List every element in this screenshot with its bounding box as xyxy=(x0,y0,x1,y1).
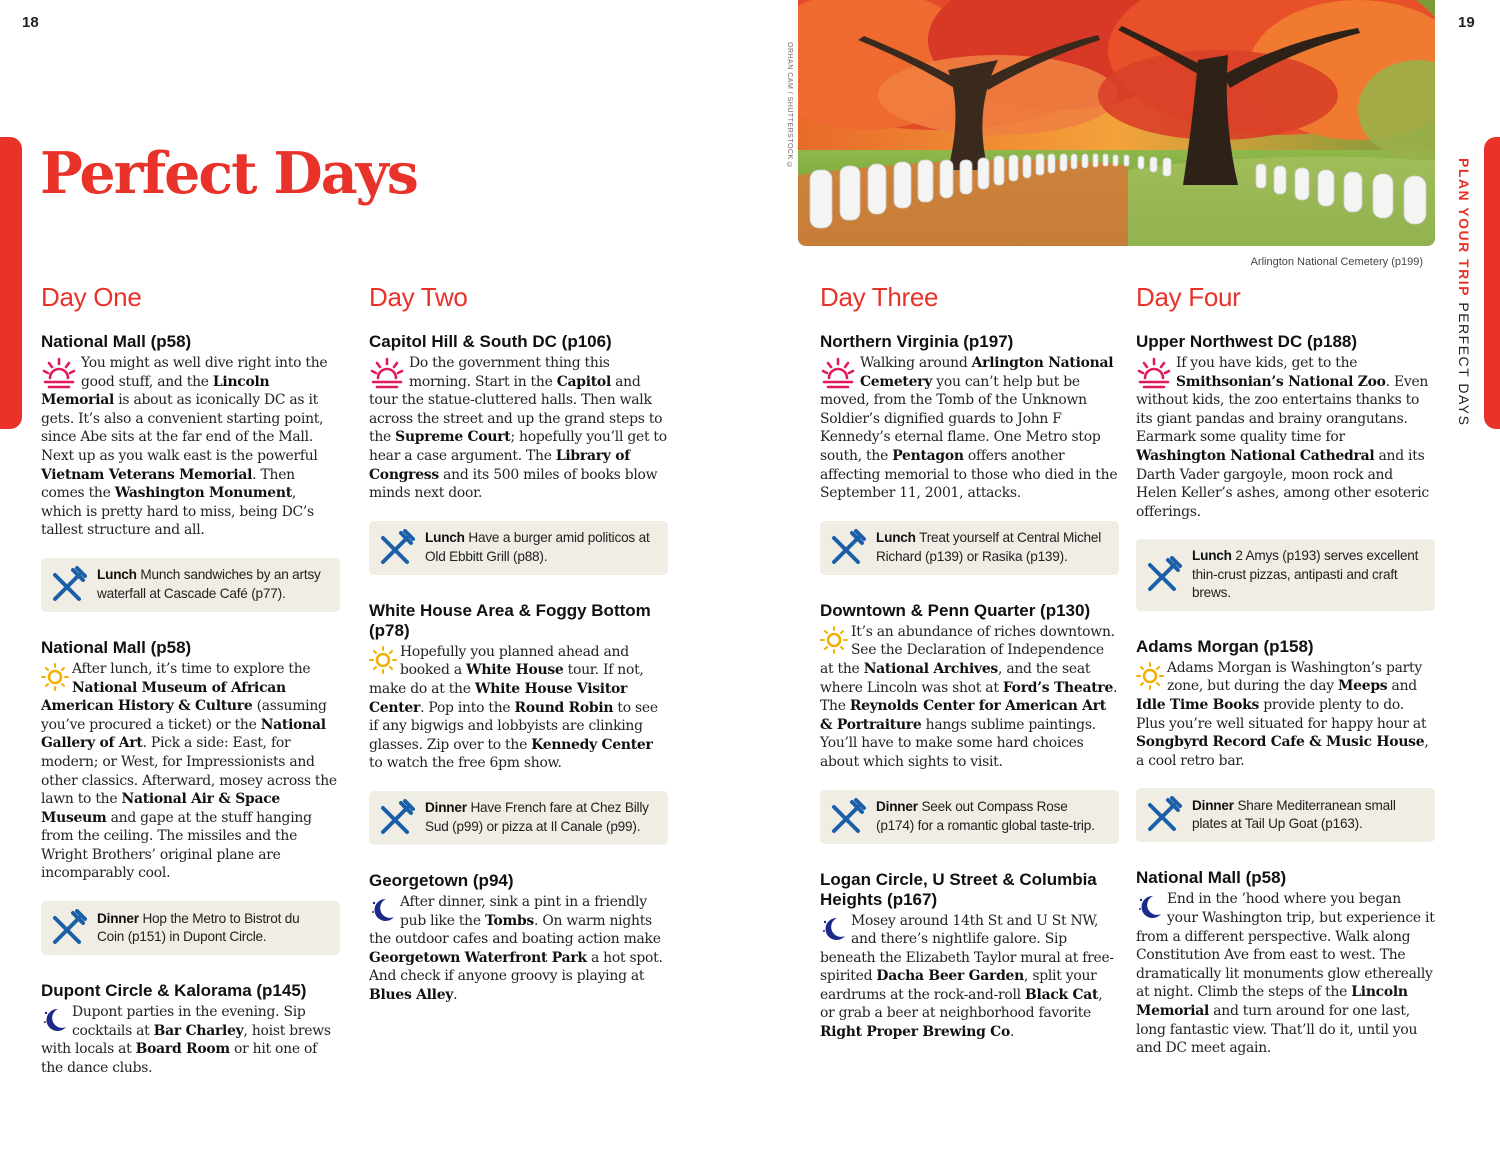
text-run: and its Darth Vader gargoyle, moon rock and Helen Keller’s ashes, among other esoteric offerings. xyxy=(1136,447,1429,520)
meal-label: Lunch xyxy=(876,530,916,546)
meal-label: Lunch xyxy=(97,567,137,583)
text-run: . On warm nights the outdoor cafes and boating action make xyxy=(369,912,661,948)
meal-label: Dinner xyxy=(425,800,467,816)
dinner-box xyxy=(369,791,668,845)
section-heading: National Mall (p58) xyxy=(41,637,192,657)
place-name: Tombs xyxy=(485,912,534,929)
sun-icon xyxy=(1136,661,1164,691)
meal-text: Munch sandwiches by an artsy waterfall at Cascade Café (p77). xyxy=(97,567,321,601)
sun-icon xyxy=(41,662,69,692)
sunrise-icon xyxy=(1136,355,1172,391)
running-header xyxy=(1448,158,1472,427)
section-heading: Northern Virginia (p197) xyxy=(820,332,1014,351)
place-name: National Air & Space Museum xyxy=(41,791,280,826)
text-run: Mosey around 14th St and U St NW, and there’s nightlife galore. Sip beneath the Elizabeth Taylor mural at free-spirited xyxy=(820,912,1114,985)
meal-label: Dinner xyxy=(876,799,918,814)
cemetery-photo xyxy=(798,0,1435,246)
text-run: and turn around for one last, long fantastic view. That’ll do it, until you and DC meet again. xyxy=(1136,1002,1418,1057)
place-name: Washington National Cathedral xyxy=(1136,447,1375,464)
sunrise-icon xyxy=(369,355,405,391)
day-title: Day Four xyxy=(1136,282,1241,312)
moon-icon xyxy=(1136,892,1164,922)
section-heading: Upper Northwest DC (p188) xyxy=(1136,332,1358,351)
place-name: National Museum of African American History & Culture xyxy=(41,679,286,715)
text-run: and its 500 miles of books blow minds next door. xyxy=(369,466,658,502)
meal-label: Dinner xyxy=(97,910,139,926)
day-one-column xyxy=(41,282,340,1077)
dinner-box xyxy=(1136,788,1435,842)
text-run: , or grab a beer at neighborhood favorite xyxy=(820,986,1103,1022)
meal-text: Treat yourself at Central Michel Richard (p139) or Rasika (p139). xyxy=(876,530,1102,564)
text-run: . The xyxy=(820,679,1118,715)
photo-credit: ORHAN CAM / SHUTTERSTOCK © xyxy=(786,42,793,170)
text-run: , and the seat where Lincoln was shot at xyxy=(820,660,1091,696)
day-three-column xyxy=(820,282,1119,1042)
place-name: Smithsonian’s National Zoo xyxy=(1176,373,1386,390)
section-text xyxy=(369,893,668,1005)
fork-knife-icon xyxy=(1144,556,1182,594)
text-run: and tour the statue-cluttered halls. Then walk across the street and up the grand steps to the xyxy=(369,373,663,446)
page-number-right: 19 xyxy=(1458,14,1475,31)
text-run: After lunch, it’s time to explore the xyxy=(72,660,311,677)
section-heading: Dupont Circle & Kalorama (p145) xyxy=(41,981,307,1001)
place-name: Lincoln Memorial xyxy=(41,373,270,409)
day-two-column xyxy=(369,282,668,1004)
page-title: Perfect Days xyxy=(40,140,417,207)
meal-label: Dinner xyxy=(1192,797,1234,813)
day-title: Day Two xyxy=(369,282,468,312)
lunch-box xyxy=(41,558,340,612)
fork-knife-icon xyxy=(49,566,87,604)
page-number-left: 18 xyxy=(22,14,39,31)
place-name: Blues Alley xyxy=(369,986,454,1003)
meal-text: Seek out Compass Rose (p174) for a romantic global taste-trip. xyxy=(876,799,1095,833)
section-heading: Downtown & Penn Quarter (p130) xyxy=(820,600,1091,620)
text-run: , hoist brews with locals at xyxy=(41,1022,331,1058)
text-run: provide plenty to do. Plus you’re well situated for happy hour at xyxy=(1136,697,1427,732)
text-run: . Pick a side: East, for modern; or West, for Impressionists and other classics. Afterward, mosey across the lawn to the xyxy=(41,735,337,808)
section-text xyxy=(820,623,1119,772)
text-run: . Then comes the xyxy=(41,466,295,502)
text-run: and xyxy=(1387,678,1417,695)
place-name: White House xyxy=(466,662,564,679)
place-name: Capitol xyxy=(556,373,611,390)
text-run: you can’t help but be moved, from the Tomb of the Unknown Soldier’s dignified guards to John F Kennedy’s eternal flame. One Metro stop south, the xyxy=(820,373,1101,464)
place-name: Right Proper Brewing Co xyxy=(820,1024,1010,1041)
text-run: . xyxy=(1009,1024,1015,1041)
place-name: Pentagon xyxy=(892,447,964,464)
day-four-column xyxy=(1136,282,1435,1058)
place-name: Meeps xyxy=(1338,678,1388,695)
place-name: Library of Congress xyxy=(369,447,630,483)
meal-text: Have French fare at Chez Billy Sud (p99) or pizza at Il Canale (p99). xyxy=(425,800,649,834)
section-text xyxy=(41,660,340,883)
moon-icon xyxy=(369,895,397,925)
place-name: Black Cat xyxy=(1025,986,1099,1003)
sunrise-icon xyxy=(41,355,77,391)
fork-knife-icon xyxy=(1144,796,1182,834)
lunch-box xyxy=(820,521,1119,575)
text-run: is about as iconically DC as it gets. It’s also a convenient starting point, since Abe sits at the far end of the Mall. Next up as you walk east is the powerful xyxy=(41,392,324,464)
fork-knife-icon xyxy=(49,909,87,947)
text-run: After dinner, sink a pint in a friendly pub like the xyxy=(400,893,647,929)
section-text xyxy=(41,1003,340,1077)
moon-icon xyxy=(820,914,848,944)
chapter-tab-left xyxy=(0,137,22,429)
place-name: Idle Time Books xyxy=(1136,697,1260,714)
meal-text: Hop the Metro to Bistrot du Coin (p151) in Dupont Circle. xyxy=(97,910,300,945)
section-heading: National Mall (p58) xyxy=(41,332,192,351)
section-heading: National Mall (p58) xyxy=(1136,868,1287,888)
sun-icon xyxy=(820,625,848,655)
section-text xyxy=(820,912,1119,1042)
text-run: a hot spot. And check if anyone groovy is playing at xyxy=(369,949,663,985)
section-heading: White House Area & Foggy Bottom (p78) xyxy=(369,600,651,640)
text-run: Adams Morgan is Washington’s party zone, but during the day xyxy=(1167,659,1422,695)
moon-icon xyxy=(41,1005,69,1035)
place-name: Kennedy Center xyxy=(531,736,653,753)
meal-text: Have a burger amid politicos at Old Ebbitt Grill (p88). xyxy=(425,530,650,564)
fork-knife-icon xyxy=(377,529,415,567)
section-heading: Logan Circle, U Street & Columbia Heights (p167) xyxy=(820,869,1097,909)
text-run: ; hopefully you’ll get to hear a case argument. The xyxy=(369,429,667,464)
text-run: offers another affecting memorial to those who died in the September 11, 2001, attacks. xyxy=(820,447,1118,502)
sunrise-icon xyxy=(820,355,856,391)
text-run: and gape at the stuff hanging from the ceiling. The missiles and the Wright Brothers’ original plane are incomparably cool. xyxy=(41,809,312,882)
text-run: You might as well dive right into the good stuff, and the xyxy=(81,355,328,390)
place-name: Songbyrd Record Cafe & Music House xyxy=(1136,734,1425,751)
section-text xyxy=(369,354,668,503)
place-name: Reynolds Center for American Art & Portraiture xyxy=(820,698,1106,733)
text-run: , split your eardrums at the rock-and-roll xyxy=(820,968,1097,1003)
section-text xyxy=(1136,659,1435,771)
text-run: . Pop into the xyxy=(420,699,515,716)
section-heading: Capitol Hill & South DC (p106) xyxy=(369,332,612,351)
day-title: Day One xyxy=(41,282,142,312)
meal-label: Lunch xyxy=(1192,548,1232,564)
text-run: . xyxy=(453,986,458,1003)
text-run: Walking around xyxy=(860,355,972,371)
fork-knife-icon xyxy=(377,799,415,837)
text-run: If you have kids, get to the xyxy=(1176,355,1358,371)
meal-text: Share Mediterranean small plates at Tail Up Goat (p163). xyxy=(1192,797,1396,832)
meal-label: Lunch xyxy=(425,530,465,546)
place-name: White House Visitor Center xyxy=(369,680,628,716)
text-run: , a cool retro bar. xyxy=(1136,734,1429,769)
section-text xyxy=(820,354,1119,503)
section-text xyxy=(1136,354,1435,521)
place-name: Washington Monument xyxy=(114,485,292,502)
meal-text: 2 Amys (p193) serves excellent thin-crust pizzas, antipasti and craft brews. xyxy=(1192,548,1419,601)
place-name: National Archives xyxy=(863,660,998,677)
fork-knife-icon xyxy=(828,529,866,567)
place-name: Arlington National Cemetery xyxy=(860,355,1114,390)
place-name: National Gallery of Art xyxy=(41,716,326,752)
lunch-box xyxy=(1136,539,1435,611)
section-text xyxy=(41,354,340,540)
text-run: . Even without kids, the zoo entertains thanks to its giant pandas and brainy orangutans. Earmark some quality time for xyxy=(1136,373,1429,446)
text-run: or hit one of the dance clubs. xyxy=(41,1041,317,1076)
chapter-tab-right xyxy=(1484,137,1500,429)
dinner-box xyxy=(820,790,1119,844)
text-run: to see if any bigwigs and lobbyists are clinking glasses. Zip over to the xyxy=(369,699,658,753)
text-run: , which is pretty hard to miss, being DC’s tallest structure and all. xyxy=(41,485,314,539)
text-run: End in the ’hood where you began your Washington trip, but experience it from a different perspective. Walk along Constitution Ave from east to west. The dramatically lit monuments glow ethereally at night. Climb the steps of the xyxy=(1136,891,1435,1001)
place-name: Round Robin xyxy=(514,699,614,716)
sun-icon xyxy=(369,645,397,675)
text-run: It’s an abundance of riches downtown. See the Declaration of Independence at the xyxy=(820,623,1115,677)
text-run: to watch the free 6pm show. xyxy=(369,755,562,772)
running-header-chapter: PLAN YOUR TRIP xyxy=(1456,158,1472,297)
text-run: Hopefully you planned ahead and booked a xyxy=(400,643,629,679)
text-run: (assuming you’ve procured a ticket) or the xyxy=(41,698,327,733)
running-header-section: PERFECT DAYS xyxy=(1456,302,1472,427)
day-title: Day Three xyxy=(820,282,939,312)
place-name: Georgetown Waterfront Park xyxy=(369,949,587,966)
dinner-box xyxy=(41,901,340,955)
place-name: Bar Charley xyxy=(153,1022,244,1039)
place-name: Board Room xyxy=(135,1041,230,1058)
place-name: Vietnam Veterans Memorial xyxy=(41,466,253,483)
place-name: Supreme Court xyxy=(395,429,511,446)
section-heading: Georgetown (p94) xyxy=(369,870,514,890)
lunch-box xyxy=(369,521,668,575)
text-run: Do the government thing this morning. Start in the xyxy=(409,355,610,390)
text-run: Dupont parties in the evening. Sip cocktails at xyxy=(72,1004,306,1039)
section-heading: Adams Morgan (p158) xyxy=(1136,636,1314,656)
section-text xyxy=(1136,890,1435,1057)
photo-caption: Arlington National Cemetery (p199) xyxy=(1250,256,1423,268)
section-text xyxy=(369,643,668,773)
text-run: tour. If not, make do at the xyxy=(369,662,644,697)
place-name: Lincoln Memorial xyxy=(1136,984,1408,1019)
place-name: Ford’s Theatre xyxy=(1002,679,1114,696)
cemetery-photo-illustration xyxy=(798,0,1435,246)
text-run: hangs sublime paintings. You’ll have to make some hard choices about which sights to visit. xyxy=(820,716,1096,770)
fork-knife-icon xyxy=(828,798,866,836)
place-name: Dacha Beer Garden xyxy=(876,968,1024,985)
